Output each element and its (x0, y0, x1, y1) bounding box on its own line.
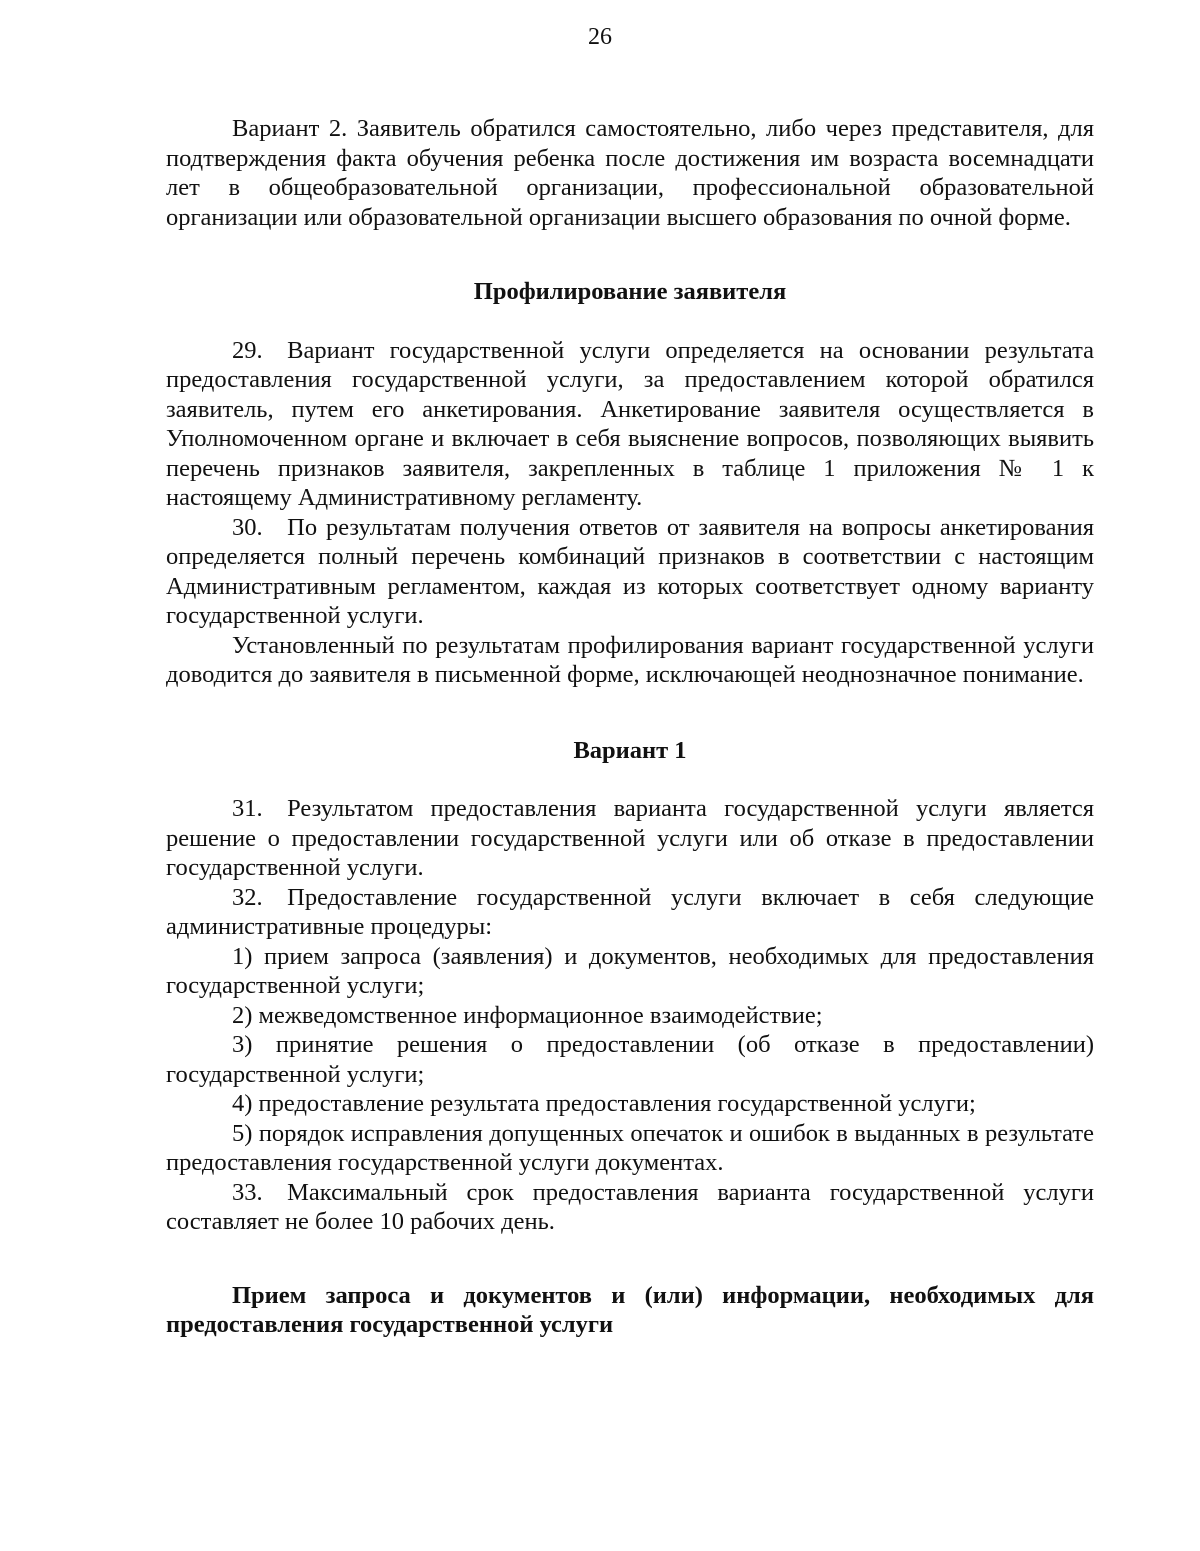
paragraph-profiling-result: Установленный по результатам профилирования вариант государственной услуги доводится до заявителя в письменной форме, исключающей неоднозначное понимание. (166, 631, 1094, 688)
heading-reception: Прием запроса и документов и (или) информации, необходимых для предоставления государственной услуги (166, 1281, 1094, 1338)
document-body (166, 114, 1094, 1340)
list-item-3: 3) принятие решения о предоставлении (об отказе в предоставлении) государственной услуги; (166, 1031, 1094, 1088)
intro-paragraph: Вариант 2. Заявитель обратился самостоятельно, либо через представителя, для подтверждения факта обучения ребенка после достижения им возраста восемнадцати лет в общеобразовательной организации, профессиональной образовательной организации или образовательной организации высшего образования по очной форме. (166, 115, 1094, 231)
list-item-1: 1) прием запроса (заявления) и документов, необходимых для предоставления государственной услуги; (166, 942, 1094, 999)
page-number: 26 (588, 24, 612, 50)
list-item-2: 2) межведомственное информационное взаимодействие; (232, 1001, 823, 1029)
paragraph-29: 29. Вариант государственной услуги определяется на основании результата предоставления государственной услуги, за предоставлением которой обратился заявитель, путем его анкетирования. Анкетирование заявителя осуществляется в Уполномоченном органе и включает в себя выяснение вопросов, позволяющих выявить перечень признаков заявителя, закрепленных в таблице 1 приложения № 1 к настоящему Административному регламенту. (166, 336, 1094, 511)
list-item-5: 5) порядок исправления допущенных опечаток и ошибок в выданных в результате предоставления государственной услуги документах. (166, 1119, 1094, 1176)
paragraph-33: 33. Максимальный срок предоставления варианта государственной услуги составляет не более 10 рабочих день. (166, 1178, 1094, 1235)
paragraph-32: 32. Предоставление государственной услуги включает в себя следующие административные процедуры: (166, 883, 1094, 940)
list-item-4: 4) предоставление результата предоставления государственной услуги; (232, 1090, 976, 1117)
paragraph-31: 31. Результатом предоставления варианта государственной услуги является решение о предоставлении государственной услуги или об отказе в предоставлении государственной услуги. (166, 795, 1094, 881)
heading-variant-1: Вариант 1 (573, 736, 687, 764)
paragraph-30: 30. По результатам получения ответов от заявителя на вопросы анкетирования определяется полный перечень комбинаций признаков в соответствии с настоящим Административным регламентом, каждая из которых соответствует одному варианту государственной услуги. (166, 513, 1094, 629)
heading-profiling: Профилирование заявителя (473, 278, 787, 305)
